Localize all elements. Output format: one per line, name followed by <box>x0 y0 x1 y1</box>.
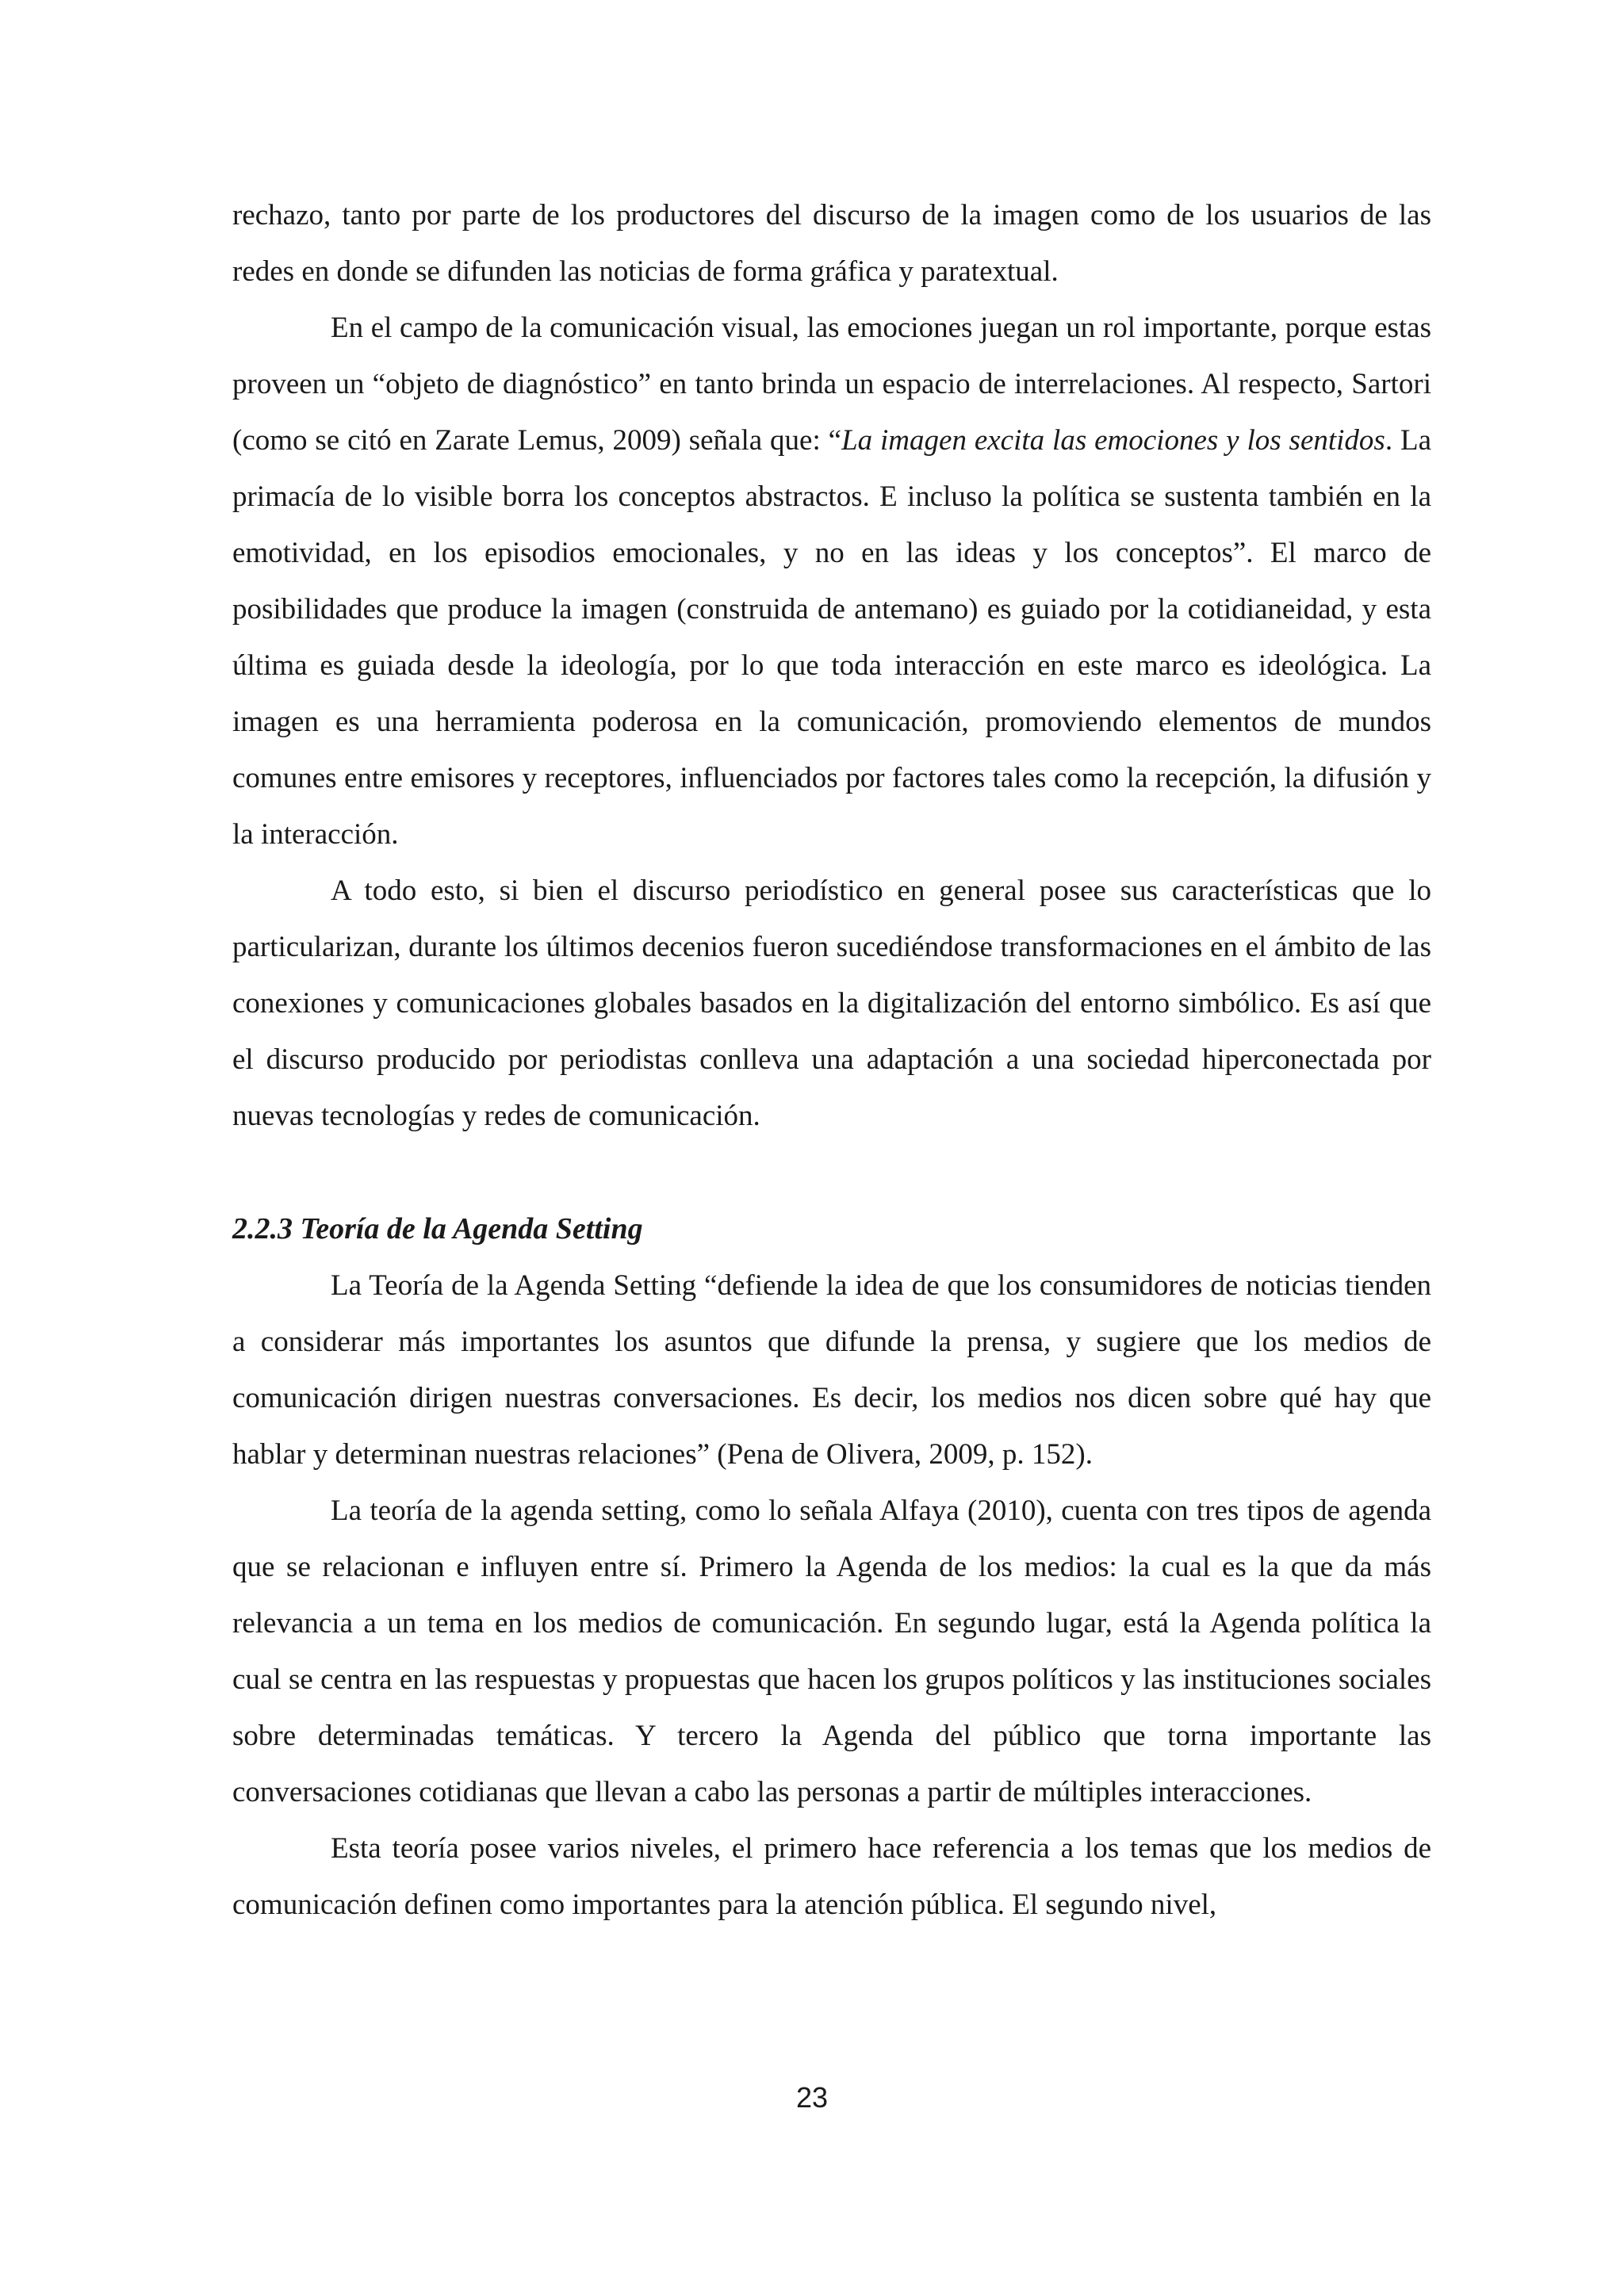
section-heading: 2.2.3 Teoría de la Agenda Setting <box>232 1212 643 1246</box>
paragraph-text: En el campo de la comunicación visual, las emociones juegan un rol importante, porque estas proveen un “objeto de diagnóstico” en tanto brinda un espacio de interrelaciones. Al respecto, Sartori (como se citó en Zarate Lemus, 2009) señala que: “ <box>232 312 1431 457</box>
paragraph-theory-levels: Esta teoría posee varios niveles, el primero hace referencia a los temas que los medios de comunicación definen como importantes para la atención pública. El segundo nivel, <box>232 1832 1431 1921</box>
paragraph-continuation: rechazo, tanto por parte de los productores del discurso de la imagen como de los usuarios de las redes en donde se difunden las noticias de forma gráfica y paratextual. <box>232 199 1431 288</box>
document-body <box>232 187 1431 1933</box>
paragraph-agenda-types: La teoría de la agenda setting, como lo señala Alfaya (2010), cuenta con tres tipos de agenda que se relacionan e influyen entre sí. Primero la Agenda de los medios: la cual es la que da más relevancia a un tema en los medios de comunicación. En segundo lugar, está la Agenda política la cual se centra en las respuestas y propuestas que hacen los grupos políticos y las instituciones sociales sobre determinadas temáticas. Y tercero la Agenda del público que torna importante las conversaciones cotidianas que llevan a cabo las personas a partir de múltiples interacciones. <box>232 1494 1431 1808</box>
italic-quote: La imagen excita las emociones y los sentidos <box>841 424 1385 457</box>
page-number: 23 <box>795 2081 829 2114</box>
paragraph-text: . La primacía de lo visible borra los conceptos abstractos. E incluso la política se sustenta también en la emotividad, en los episodios emocionales, y no en las ideas y los conceptos”. El marco de posibilidades que produce la imagen (construida de antemano) es guiado por la cotidianeidad, y esta última es guiada desde la ideología, por lo que toda interacción en este marco es ideológica. La imagen es una herramienta poderosa en la comunicación, promoviendo elementos de mundos comunes entre emisores y receptores, influenciados por factores tales como la recepción, la difusión y la interacción. <box>232 424 1432 851</box>
paragraph-agenda-setting-definition: La Teoría de la Agenda Setting “defiende la idea de que los consumidores de noticias tienden a considerar más importantes los asuntos que difunde la prensa, y sugiere que los medios de comunicación dirigen nuestras conversaciones. Es decir, los medios nos dicen sobre qué hay que hablar y determinan nuestras relaciones” (Pena de Olivera, 2009, p. 152). <box>232 1269 1431 1471</box>
paragraph-visual-communication <box>232 300 1431 863</box>
paragraph-journalistic-discourse: A todo esto, si bien el discurso periodístico en general posee sus características que lo particularizan, durante los últimos decenios fueron sucediéndose transformaciones en el ámbito de las conexiones y comunicaciones globales basados en la digitalización del entorno simbólico. Es así que el discurso producido por periodistas conlleva una adaptación a una sociedad hiperconectada por nuevas tecnologías y redes de comunicación. <box>232 874 1431 1132</box>
